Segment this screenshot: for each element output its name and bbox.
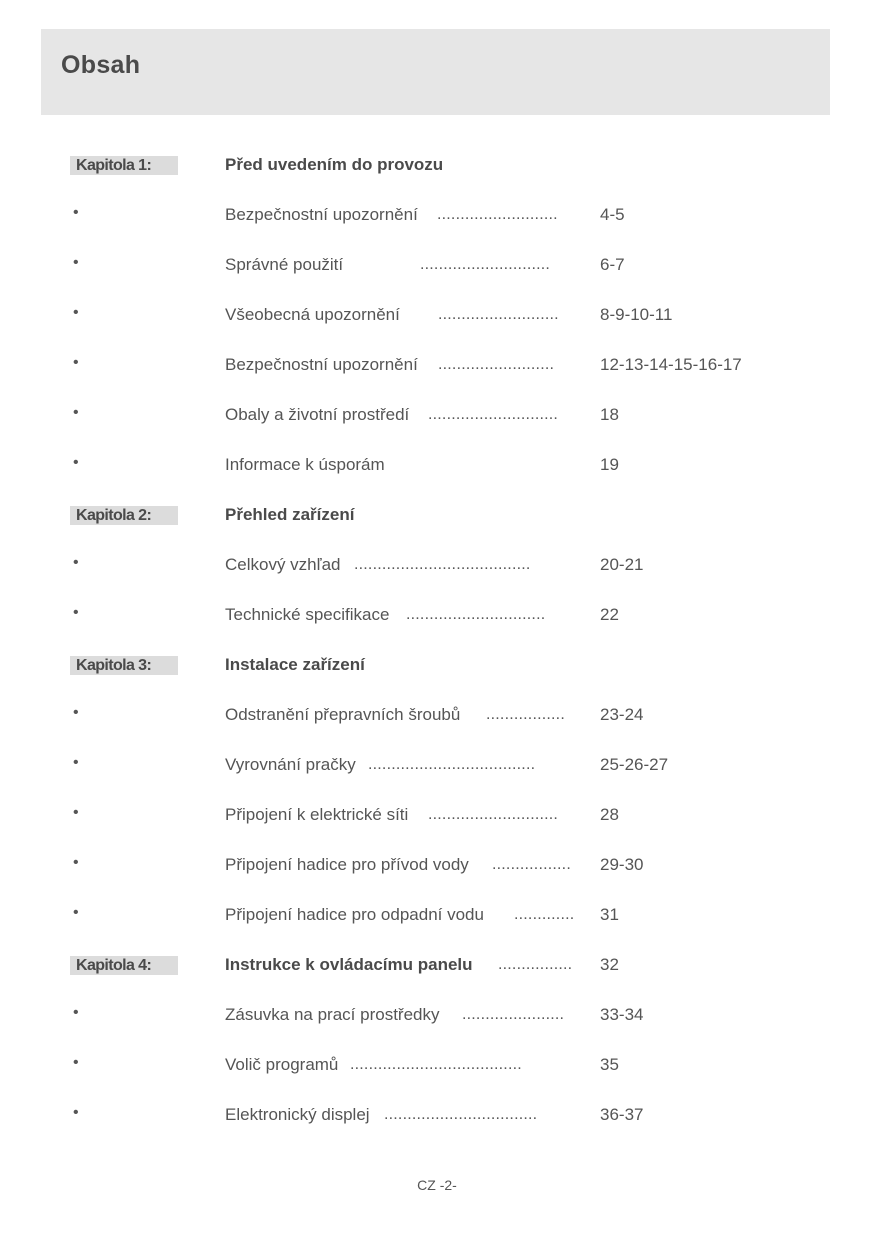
bullet-point: • xyxy=(73,754,79,771)
dot-leader: ...................... xyxy=(462,1006,565,1023)
dot-leader: .............................. xyxy=(406,606,546,623)
toc-entry-row xyxy=(0,700,874,730)
chapter-label: Kapitola 1: xyxy=(70,156,178,175)
bullet-point: • xyxy=(73,704,79,721)
page-reference: 32 xyxy=(600,955,619,974)
bullet-point: • xyxy=(73,454,79,471)
bullet-point: • xyxy=(73,404,79,421)
toc-chapter-row xyxy=(0,650,874,680)
toc-entry-row xyxy=(0,600,874,630)
page-reference: 4-5 xyxy=(600,205,625,224)
bullet-point: • xyxy=(73,304,79,321)
page-reference: 36-37 xyxy=(600,1105,644,1124)
entry-title: Všeobecná upozornění xyxy=(225,305,400,324)
dot-leader: .................................... xyxy=(368,756,536,773)
toc-entry-row xyxy=(0,300,874,330)
dot-leader: ................. xyxy=(486,706,565,723)
toc-entry-row xyxy=(0,850,874,880)
dot-leader: ............................ xyxy=(428,406,559,423)
dot-leader: ..................................... xyxy=(350,1056,522,1073)
page-reference: 35 xyxy=(600,1055,619,1074)
page-reference: 31 xyxy=(600,905,619,924)
bullet-point: • xyxy=(73,554,79,571)
entry-title: Informace k úsporám xyxy=(225,455,385,474)
bullet-point: • xyxy=(73,604,79,621)
dot-leader: ............. xyxy=(514,906,575,923)
toc-entry-row xyxy=(0,450,874,480)
entry-title: Připojení k elektrické síti xyxy=(225,805,409,824)
entry-title: Připojení hadice pro odpadní vodu xyxy=(225,905,484,924)
chapter-title: Instalace zařízení xyxy=(225,655,365,674)
entry-title: Bezpečnostní upozornění xyxy=(225,355,418,374)
bullet-point: • xyxy=(73,204,79,221)
chapter-label: Kapitola 2: xyxy=(70,506,178,525)
page-reference: 33-34 xyxy=(600,1005,644,1024)
toc-entry-row xyxy=(0,800,874,830)
dot-leader: ...................................... xyxy=(354,556,531,573)
toc-chapter-row xyxy=(0,500,874,530)
bullet-point: • xyxy=(73,1004,79,1021)
page-reference: 20-21 xyxy=(600,555,644,574)
toc-entry-row xyxy=(0,350,874,380)
bullet-point: • xyxy=(73,254,79,271)
page-reference: 12-13-14-15-16-17 xyxy=(600,355,742,374)
dot-leader: ................................. xyxy=(384,1106,538,1123)
toc-entry-row xyxy=(0,400,874,430)
chapter-label: Kapitola 4: xyxy=(70,956,178,975)
chapter-title: Před uvedením do provozu xyxy=(225,155,444,174)
dot-leader: ............................ xyxy=(420,256,551,273)
entry-title: Správné použití xyxy=(225,255,344,274)
bullet-point: • xyxy=(73,354,79,371)
entry-title: Odstranění přepravních šroubů xyxy=(225,705,461,724)
page-reference: 8-9-10-11 xyxy=(600,305,673,324)
page-reference: 22 xyxy=(600,605,619,624)
page-reference: 23-24 xyxy=(600,705,644,724)
page-reference: 25-26-27 xyxy=(600,755,669,774)
toc-entry-row xyxy=(0,1100,874,1130)
page-reference: 19 xyxy=(600,455,619,474)
bullet-point: • xyxy=(73,854,79,871)
chapter-title: Přehled zařízení xyxy=(225,505,355,524)
toc-entry-row xyxy=(0,900,874,930)
entry-title: Vyrovnání pračky xyxy=(225,755,356,774)
entry-title: Bezpečnostní upozornění xyxy=(225,205,418,224)
toc-entry-row xyxy=(0,550,874,580)
entry-title: Volič programů xyxy=(225,1055,339,1074)
toc-entry-row xyxy=(0,250,874,280)
dot-leader: .......................... xyxy=(438,306,559,323)
bullet-point: • xyxy=(73,1104,79,1121)
entry-title: Elektronický displej xyxy=(225,1105,370,1124)
toc-entry-row xyxy=(0,1050,874,1080)
dot-leader: ................ xyxy=(498,956,573,973)
entry-title: Celkový vzhľad xyxy=(225,555,341,574)
page-reference: 28 xyxy=(600,805,619,824)
chapter-title: Instrukce k ovládacímu panelu xyxy=(225,955,473,974)
bullet-point: • xyxy=(73,804,79,821)
page-title: Obsah xyxy=(61,51,141,79)
chapter-label: Kapitola 3: xyxy=(70,656,178,675)
dot-leader: ................. xyxy=(492,856,571,873)
dot-leader: ......................... xyxy=(438,356,555,373)
bullet-point: • xyxy=(73,904,79,921)
page-reference: 18 xyxy=(600,405,619,424)
toc-entry-row xyxy=(0,200,874,230)
toc-entry-row xyxy=(0,1000,874,1030)
bullet-point: • xyxy=(73,1054,79,1071)
toc-chapter-row xyxy=(0,950,874,980)
dot-leader: ............................ xyxy=(428,806,559,823)
page-reference: 6-7 xyxy=(600,255,625,274)
toc-chapter-row xyxy=(0,150,874,180)
toc-entry-row xyxy=(0,750,874,780)
entry-title: Připojení hadice pro přívod vody xyxy=(225,855,469,874)
entry-title: Zásuvka na prací prostředky xyxy=(225,1005,440,1024)
entry-title: Obaly a životní prostředí xyxy=(225,405,410,424)
page-reference: 29-30 xyxy=(600,855,644,874)
dot-leader: .......................... xyxy=(437,206,558,223)
entry-title: Technické specifikace xyxy=(225,605,390,624)
page-number: CZ -2- xyxy=(417,1177,457,1193)
